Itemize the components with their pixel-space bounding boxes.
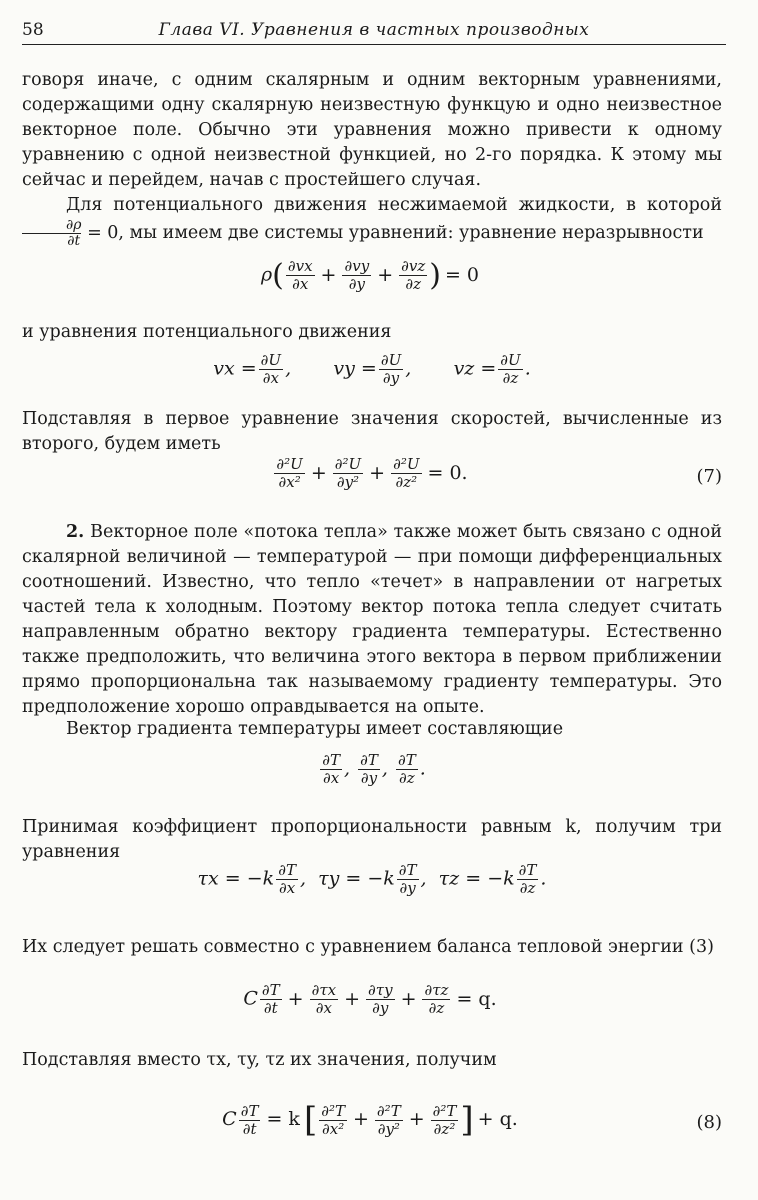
fraction-dU-dy (379, 352, 403, 387)
denominator: ∂y² (336, 473, 360, 491)
left-bracket: [ (303, 1100, 318, 1140)
fraction-dT-dt (239, 1103, 261, 1138)
fraction-dT-dt (260, 982, 282, 1017)
numerator: ∂U (500, 351, 521, 369)
capacity-C: C (222, 1108, 237, 1130)
paragraph-3: и уравнения потенциального движения (22, 322, 392, 342)
denominator: ∂y (399, 879, 416, 897)
heat-flux-equations: τx = −k $\frac{\partial T}{\partial x}$ , τy = −k $\frac{\partial T}{\partial y}$ , τz = −k $\frac{\partial T}{\partial z}$ . (197, 861, 547, 897)
denominator: ∂z² (433, 1119, 456, 1138)
fraction-dT-dy (397, 862, 419, 897)
numerator: ∂²T (432, 1101, 457, 1120)
paragraph-4: Подставляя в первое уравнение значения скоростей, вычисленные из второго, будем иметь (22, 409, 722, 454)
denominator: ∂x (262, 369, 279, 387)
numerator: ∂T (360, 751, 378, 769)
denominator: ∂z (405, 275, 422, 293)
paragraph-2-lead: Для потенциального движения несжимаемой жидкости, в которой (66, 195, 722, 215)
left-paren: ( (272, 258, 284, 293)
capacity-C: C (243, 987, 258, 1010)
numerator: ∂vy (344, 257, 370, 275)
numerator: ∂T (240, 1101, 259, 1120)
denominator: ∂z (428, 999, 445, 1017)
denominator: ∂y (360, 769, 378, 787)
vz-label: vz = (453, 357, 497, 380)
denominator: ∂x (292, 275, 309, 293)
potential-equations: vx = $\frac{\partial U}{\partial x}$ , vy = $\frac{\partial U}{\partial y}$ , vz = $\frac{\partial U}{\partial z}$ . (213, 351, 531, 387)
paragraph-5-text: Векторное поле «потока тепла» также может быть связано с одной скалярной величиной — температурой — при помощи дифференциальных соотношений. Известно, что тепло «течет» в направлении от нагретых частей тела к холодным. Поэтому вектор потока тепла следует считать направленным обратно вектору градиента температуры. Естественно также предположить, что величина этого вектора в первом приближении прямо пропорциональна так называемому градиенту температуры. Это предположение хорошо оправдывается на опыте. (22, 522, 722, 717)
term-d2U-dz2 (391, 456, 421, 491)
paragraph-2-rest: = 0, мы имеем две системы уравнений: уравнение неразрывности (87, 223, 704, 243)
paragraph-1: говоря иначе, с одним скалярным и одним векторным уравнениями, содержащими одну скалярную неизвестную функцую и одно неизвестное векторное поле. Обычно эти уравнения можно привести к одному уравнению с одной неизвестной функцией, но 2-го порядка. К этому мы сейчас и перейдем, начав с простейшего случая. (22, 70, 722, 190)
denominator: ∂x² (321, 1119, 345, 1138)
denominator: ∂t (263, 999, 278, 1017)
equation-tail: + q. (477, 1108, 518, 1130)
plus-sign: + (408, 1108, 425, 1130)
fraction-dT-dx (276, 862, 298, 897)
heat-balance-equation (22, 982, 722, 1017)
numerator: ∂T (261, 981, 280, 999)
equation-rhs: = 0 (444, 263, 480, 286)
tau-x-label: τx = −k (197, 867, 275, 890)
numerator: ∂²U (334, 455, 362, 473)
equation-number-7: (7) (696, 466, 722, 487)
fraction-dtaux-dx (310, 982, 339, 1017)
denominator: ∂x (315, 999, 332, 1017)
fraction-dtauz-dz (422, 982, 450, 1017)
denominator: ∂y (348, 275, 365, 293)
denominator: ∂z (519, 879, 536, 897)
fraction-dU-dx (259, 352, 283, 387)
plus-sign: + (320, 263, 337, 286)
paragraph-7: Принимая коэффициент пропорциональности равным k, получим три уравнения (22, 817, 722, 862)
numerator: ∂T (398, 861, 417, 879)
plus-sign: + (353, 1108, 369, 1130)
numerator: ∂τy (368, 981, 393, 999)
fraction-dT-dz (517, 862, 539, 897)
numerator: ∂²U (393, 455, 420, 473)
term-dvy-dy (342, 258, 371, 293)
numerator: ∂T (278, 861, 296, 879)
term-d2U-dx2 (274, 456, 304, 491)
equation-rhs: = q. (456, 987, 497, 1010)
dt-denominator: ∂t (67, 233, 81, 249)
numerator: ∂U (380, 351, 402, 369)
equation-8 (22, 1100, 722, 1140)
term-d2U-dy2 (333, 456, 363, 491)
paragraph-6: Вектор градиента температуры имеет составляющие (66, 719, 564, 739)
chapter-title: Глава VI. Уравнения в частных производных (158, 20, 590, 40)
drho-dt-fraction (22, 218, 81, 249)
fraction-dT-dy (358, 752, 380, 787)
plus-sign: + (310, 461, 327, 484)
tau-z-label: τz = −k (438, 867, 515, 890)
equation-rhs: = 0. (427, 461, 468, 484)
fraction-d2T-dy2 (375, 1103, 403, 1138)
page-number: 58 (22, 20, 44, 40)
denominator: ∂z (502, 369, 519, 387)
denominator: ∂z² (395, 473, 418, 491)
plus-sign: + (400, 987, 417, 1010)
numerator: ∂vx (287, 257, 313, 275)
numerator: ∂U (260, 351, 282, 369)
section-number: 2. (66, 522, 85, 542)
tau-y-label: τy = −k (318, 867, 395, 890)
numerator: ∂τx (311, 981, 337, 999)
gradient-components: $\frac{\partial T}{\partial x}$ , $\frac{\partial T}{\partial y}$ , $\frac{\partial T}{\partial z}$ . (322, 751, 426, 787)
vy-label: vy = (333, 357, 377, 380)
paragraph-2 (22, 193, 722, 249)
numerator: ∂T (397, 751, 416, 769)
term-dvx-dx (286, 258, 315, 293)
numerator: ∂T (322, 751, 340, 769)
fraction-dtauy-dy (366, 982, 395, 1017)
equation-number-8: (8) (696, 1112, 722, 1133)
paragraph-5 (22, 520, 722, 720)
equation-7 (22, 456, 722, 491)
denominator: ∂y (382, 369, 400, 387)
fraction-dT-dz (396, 752, 418, 787)
denominator: ∂x (323, 769, 340, 787)
paragraph-9: Подставляя вместо τx, τy, τz их значения, получим (22, 1050, 497, 1070)
numerator: ∂²T (321, 1101, 345, 1120)
continuity-equation (22, 258, 722, 293)
denominator: ∂t (242, 1119, 257, 1138)
numerator: ∂T (518, 861, 537, 879)
fraction-d2T-dx2 (319, 1103, 347, 1138)
denominator: ∂y² (377, 1119, 400, 1138)
drho-numerator: ∂ρ (22, 218, 81, 234)
fraction-dU-dz (498, 352, 522, 387)
fraction-dT-dx (320, 752, 342, 787)
right-paren: ) (429, 258, 441, 293)
right-bracket: ] (460, 1100, 474, 1140)
plus-sign: + (344, 987, 361, 1010)
numerator: ∂²U (276, 455, 303, 473)
plus-sign: + (369, 461, 386, 484)
page-header (22, 14, 726, 45)
denominator: ∂y (372, 999, 389, 1017)
numerator: ∂τz (424, 981, 449, 999)
numerator: ∂²T (376, 1101, 401, 1120)
numerator: ∂vz (401, 257, 426, 275)
term-dvz-dz (399, 258, 427, 293)
plus-sign: + (377, 263, 394, 286)
rho-symbol: ρ (260, 263, 273, 286)
fraction-d2T-dz2 (431, 1103, 459, 1138)
denominator: ∂x² (278, 473, 301, 491)
denominator: ∂z (399, 769, 415, 787)
denominator: ∂x (278, 879, 296, 897)
plus-sign: + (287, 987, 304, 1010)
equals-k: = k (266, 1108, 300, 1130)
paragraph-8: Их следует решать совместно с уравнением баланса тепловой энергии (3) (22, 937, 714, 957)
vx-label: vx = (213, 357, 257, 380)
